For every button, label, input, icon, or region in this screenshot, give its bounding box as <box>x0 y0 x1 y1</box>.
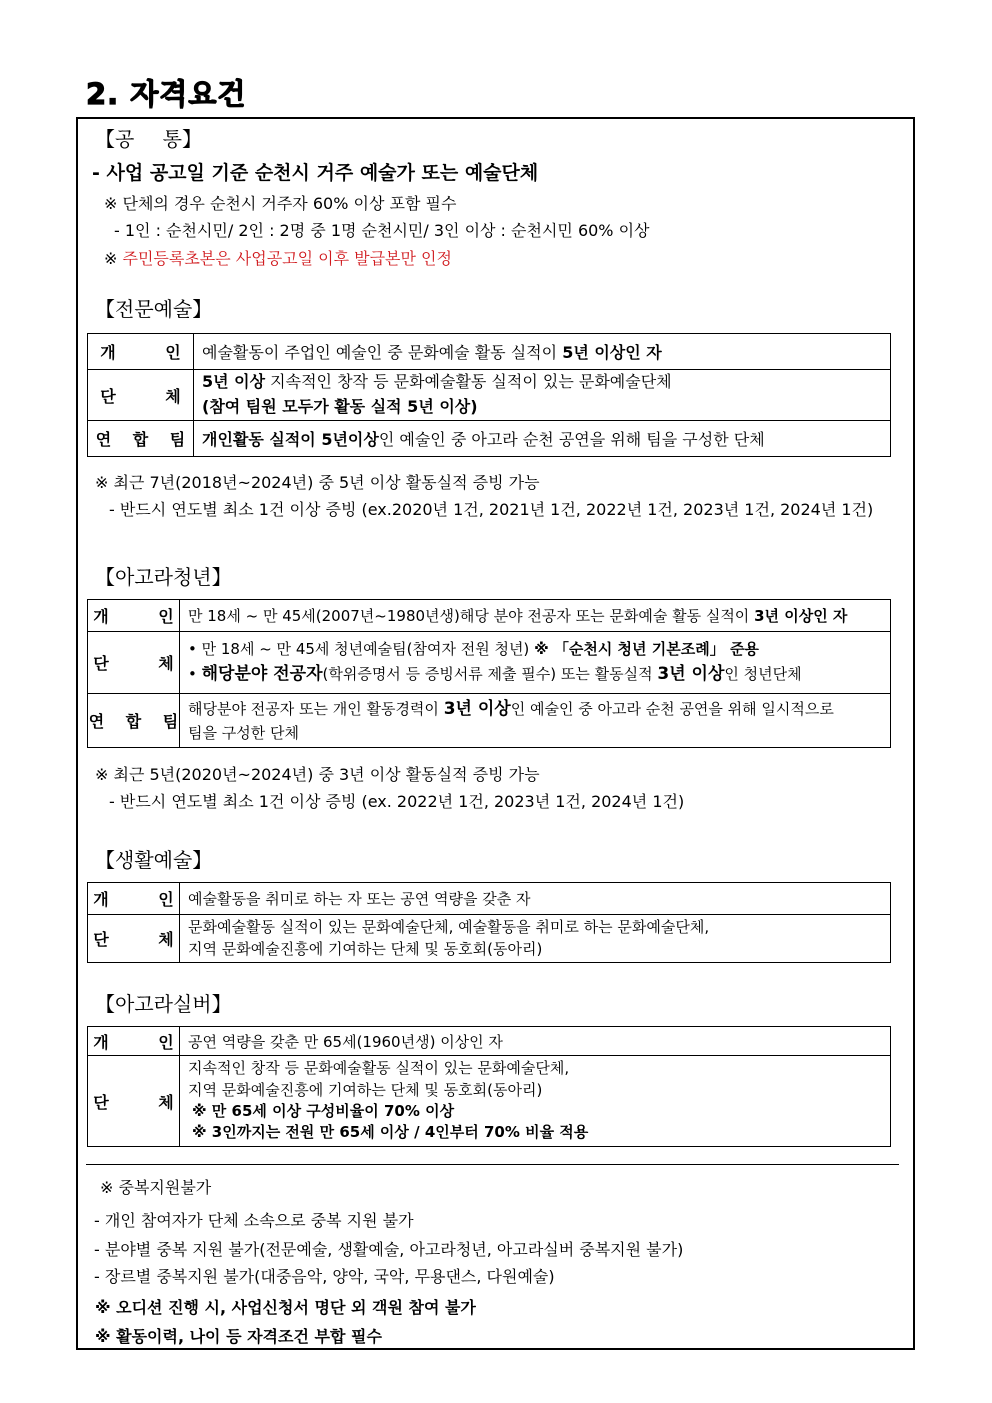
common-main-requirement: - 사업 공고일 기준 순천시 거주 예술가 또는 예술단체 <box>92 162 539 184</box>
row-content-individual: 예술활동이 주업인 예술인 중 문화예술 활동 실적이 5년 이상인 자 <box>194 334 891 370</box>
row-label-group: 단 체 <box>88 915 180 963</box>
row-label-group: 단 체 <box>88 370 194 421</box>
row-content-group: 문화예술활동 실적이 있는 문화예술단체, 예술활동을 취미로 하는 문화예술단체, 지역 문화예술진흥에 기여하는 단체 및 동호회(동아리) <box>180 915 891 963</box>
table-row <box>88 632 891 694</box>
row-label-group: 단 체 <box>88 1056 180 1147</box>
common-heading: 【공 통】 <box>95 127 202 151</box>
row-label-team: 연 합 팀 <box>88 421 194 457</box>
row-content-group: 5년 이상 지속적인 창작 등 문화예술활동 실적이 있는 문화예술단체 (참여 팀원 모두가 활동 실적 5년 이상) <box>194 370 891 421</box>
table-row <box>88 915 891 963</box>
silver-table <box>87 1026 891 1147</box>
note-mark: ※ <box>104 249 118 268</box>
pro-art-note-period: ※ 최근 7년(2018년~2024년) 중 5년 이상 활동실적 증빙 가능 <box>95 473 540 492</box>
youth-table <box>87 599 891 748</box>
row-content-individual: 만 18세 ~ 만 45세(2007년~1980년생)해당 분야 전공자 또는 문화예술 활동 실적이 3년 이상인 자 <box>180 600 891 632</box>
row-content-group: 지속적인 창작 등 문화예술활동 실적이 있는 문화예술단체, 지역 문화예술진흥에 기여하는 단체 및 동호회(동아리) ※ 만 65세 이상 구성비율이 70% 이상 ※ 3인까지는 전원 만 65세 이상 / 4인부터 70% 비율 적용 <box>180 1056 891 1147</box>
table-row <box>88 1056 891 1147</box>
no-duplicate-genre: - 장르별 중복지원 불가(대중음악, 양악, 국악, 무용댄스, 다원예술) <box>94 1267 555 1286</box>
no-duplicate-heading: ※ 중복지원불가 <box>100 1178 212 1197</box>
youth-note-period: ※ 최근 5년(2020년~2024년) 중 3년 이상 활동실적 증빙 가능 <box>95 765 540 784</box>
life-art-heading: 【생활예술】 <box>95 848 213 872</box>
table-row <box>88 883 891 915</box>
row-content-individual: 공연 역량을 갖춘 만 65세(1960년생) 이상인 자 <box>180 1027 891 1056</box>
row-label-individual: 개 인 <box>88 334 194 370</box>
row-label-group: 단 체 <box>88 632 180 694</box>
table-row <box>88 1027 891 1056</box>
silver-heading: 【아고라실버】 <box>95 992 232 1016</box>
section-divider <box>86 1164 899 1165</box>
residence-cert-notice: 주민등록초본은 사업공고일 이후 발급본만 인정 <box>122 249 452 268</box>
pro-art-heading: 【전문예술】 <box>95 297 213 321</box>
row-content-individual: 예술활동을 취미로 하는 자 또는 공연 역량을 갖춘 자 <box>180 883 891 915</box>
table-row <box>88 600 891 632</box>
row-label-individual: 개 인 <box>88 1027 180 1056</box>
row-label-individual: 개 인 <box>88 600 180 632</box>
audition-guest-notice: ※ 오디션 진행 시, 사업신청서 명단 외 객원 참여 불가 <box>95 1298 476 1317</box>
youth-heading: 【아고라청년】 <box>95 565 232 589</box>
row-label-individual: 개 인 <box>88 883 180 915</box>
youth-note-evidence: - 반드시 연도별 최소 1건 이상 증빙 (ex. 2022년 1건, 2023년 1건, 2024년 1건) <box>109 792 685 811</box>
table-row <box>88 421 891 457</box>
common-note-residence <box>104 246 452 269</box>
row-content-team: 해당분야 전공자 또는 개인 활동경력이 3년 이상인 예술인 중 아고라 순천 공연을 위해 일시적으로 팀을 구성한 단체 <box>180 694 891 748</box>
no-duplicate-field: - 분야별 중복 지원 불가(전문예술, 생활예술, 아고라청년, 아고라실버 중복지원 불가) <box>94 1240 684 1259</box>
row-content-group: • 만 18세 ~ 만 45세 청년예술팀(참여자 전원 청년) ※ 「순천시 청년 기본조례」 준용 • 해당분야 전공자(학위증명서 등 증빙서류 제출 필수) 또는 활동실적 3년 이상인 청년단체 <box>180 632 891 694</box>
life-art-table <box>87 882 891 963</box>
row-content-team: 개인활동 실적이 5년이상인 예술인 중 아고라 순천 공연을 위해 팀을 구성한 단체 <box>194 421 891 457</box>
section-title: 2. 자격요건 <box>86 77 247 111</box>
no-duplicate-individual: - 개인 참여자가 단체 소속으로 중복 지원 불가 <box>94 1211 414 1230</box>
table-row <box>88 694 891 748</box>
pro-art-note-evidence: - 반드시 연도별 최소 1건 이상 증빙 (ex.2020년 1건, 2021년 1건, 2022년 1건, 2023년 1건, 2024년 1건) <box>109 500 874 519</box>
pro-art-table <box>87 333 891 457</box>
table-row <box>88 370 891 421</box>
row-label-team: 연 합 팀 <box>88 694 180 748</box>
common-note-ratio: - 1인 : 순천시민/ 2인 : 2명 중 1명 순천시민/ 3인 이상 : 순천시민 60% 이상 <box>114 221 650 240</box>
eligibility-notice: ※ 활동이력, 나이 등 자격조건 부합 필수 <box>95 1327 382 1346</box>
table-row <box>88 334 891 370</box>
common-note-group: ※ 단체의 경우 순천시 거주자 60% 이상 포함 필수 <box>104 194 457 213</box>
